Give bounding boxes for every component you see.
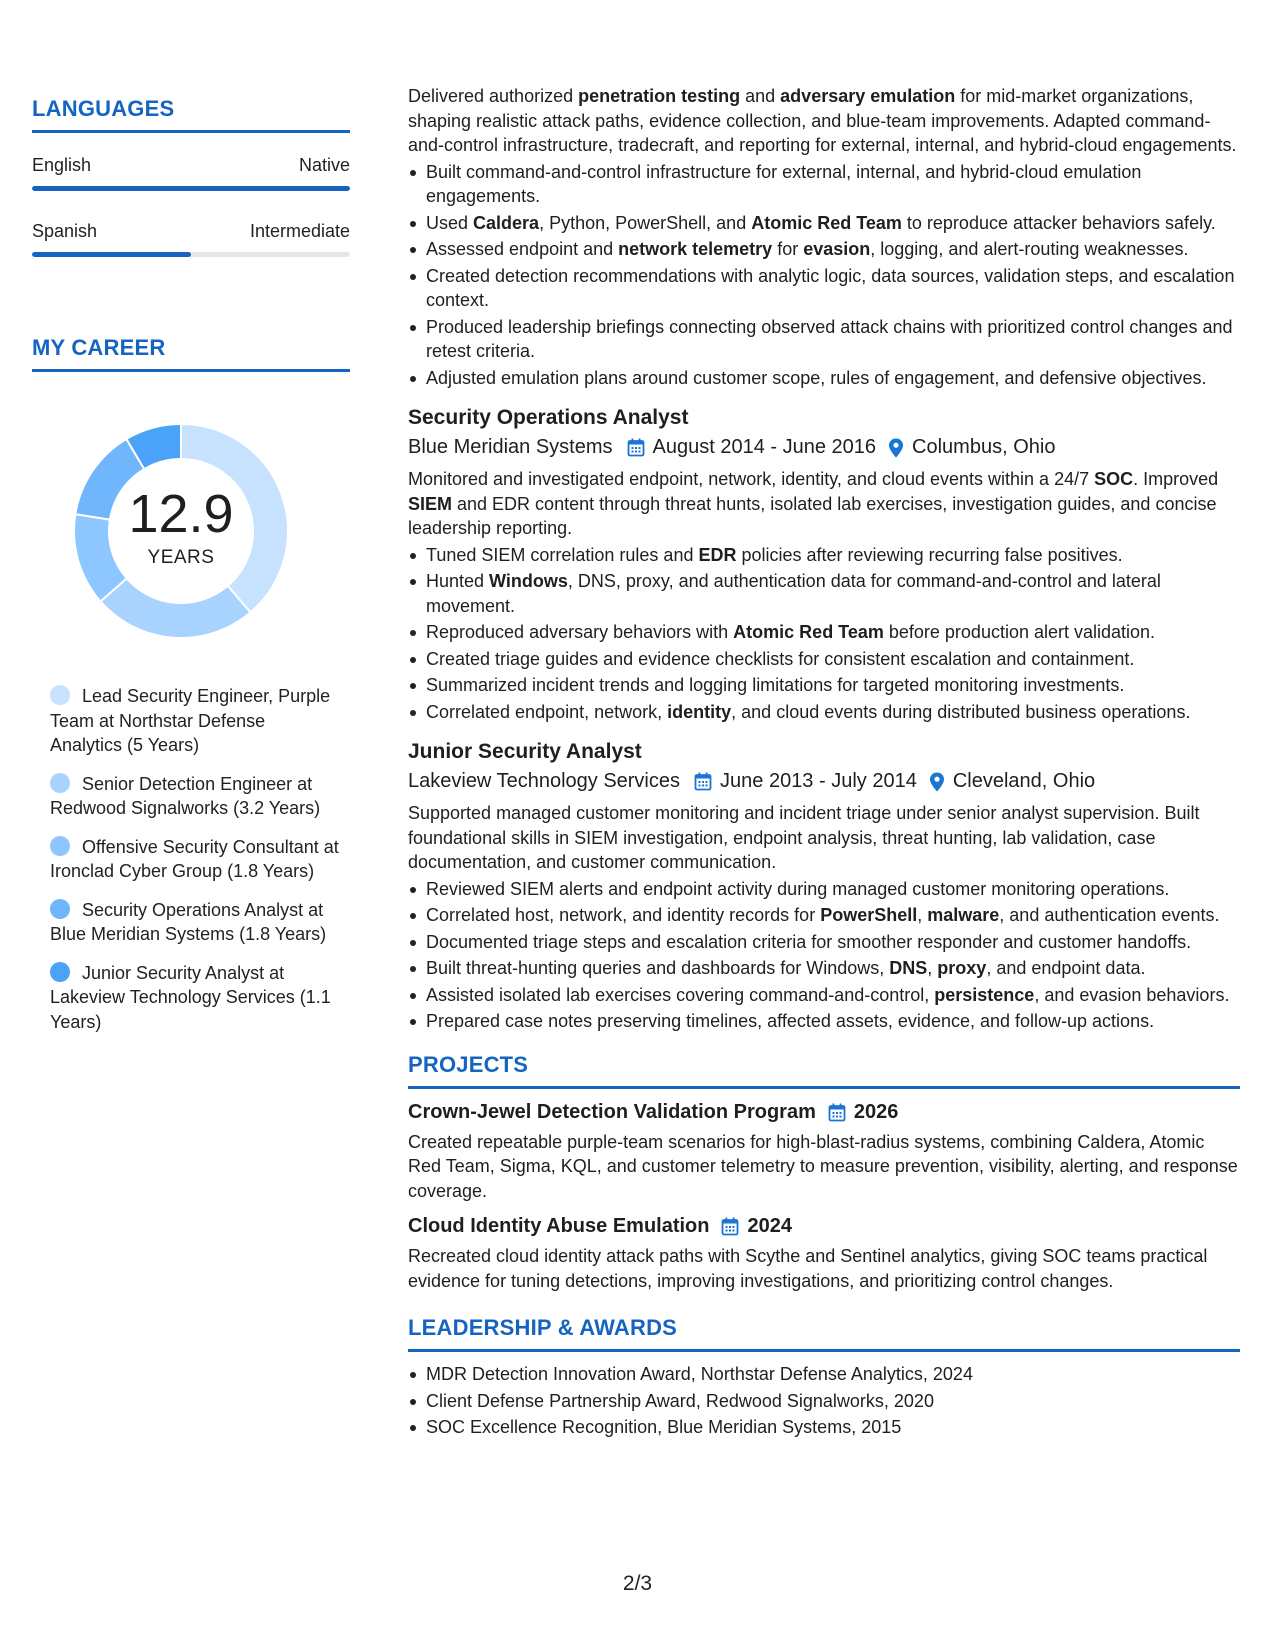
company-name: Blue Meridian Systems [408, 436, 613, 458]
project-description: Created repeatable purple-team scenarios for high-blast-radius systems, combining Caldera, Atomic Red Team, Sigma, KQL, and customer telemetry to measure prevention, visibility, alerting, and response coverage. [408, 1131, 1238, 1201]
career-donut-chart [66, 416, 296, 646]
project-description: Recreated cloud identity attack paths with Scythe and Sentinel analytics, giving SOC teams practical evidence for tuning detections, improving investigations, and prioritizing control changes. [408, 1246, 1208, 1291]
career-legend-item [50, 684, 340, 758]
company-name: Lakeview Technology Services [408, 770, 681, 792]
bold-keyword: Atomic Red Team [733, 622, 884, 642]
job-bullets [408, 543, 1240, 725]
project-entry [408, 1101, 1240, 1204]
language-name: Spanish [32, 221, 98, 241]
project-year: 2024 [747, 1215, 792, 1237]
job-entry [408, 740, 1240, 1034]
page-number: 2/3 [622, 1572, 653, 1595]
language-proficiency-bar [32, 252, 350, 257]
career-legend-item [50, 772, 340, 821]
project-name: Crown-Jewel Detection Validation Program [408, 1100, 816, 1123]
job-list [408, 406, 1240, 1034]
job-dates: August 2014 - June 2016 [652, 436, 877, 458]
bullet-item: Assisted isolated lab exercises covering command-and-control, persistence, and evasion behaviors. [408, 983, 1240, 1008]
bold-keyword: SIEM [408, 493, 453, 514]
job-meta [408, 770, 1240, 793]
bullet-item: MDR Detection Innovation Award, Northstar Defense Analytics, 2024 [408, 1362, 1240, 1387]
language-name: English [32, 155, 92, 175]
languages-section [32, 96, 350, 257]
main-content [408, 84, 1240, 1442]
bullet-item: Assessed endpoint and network telemetry for evasion, logging, and alert-routing weaknesses. [408, 237, 1240, 262]
bullet-item: Built command-and-control infrastructure for external, internal, and hybrid-cloud emulation engagements. [408, 160, 1240, 209]
section-divider [32, 369, 350, 372]
bold-keyword: malware [927, 905, 1000, 925]
career-legend-item [50, 835, 340, 884]
legend-dot-icon [50, 685, 70, 705]
bullet-item: SOC Excellence Recognition, Blue Meridian Systems, 2015 [408, 1415, 1240, 1440]
career-title: MY CAREER [32, 335, 166, 360]
awards-title: LEADERSHIP & AWARDS [408, 1315, 678, 1340]
projects-title: PROJECTS [408, 1051, 529, 1077]
job-title: Security Operations Analyst [408, 406, 689, 429]
bullet-item: Built threat-hunting queries and dashboards for Windows, DNS, proxy, and endpoint data. [408, 956, 1240, 981]
bold-keyword: Windows [489, 571, 568, 591]
bullet-item: Reviewed SIEM alerts and endpoint activity during managed customer monitoring operations. [408, 877, 1240, 902]
job-location: Cleveland, Ohio [952, 770, 1096, 792]
projects-section [408, 1052, 1240, 1294]
language-level: Native [298, 155, 350, 175]
donut-center [66, 416, 296, 646]
language-proficiency-bar [32, 186, 350, 191]
project-header [408, 1215, 1240, 1238]
bullet-item: Correlated host, network, and identity records for PowerShell, malware, and authentication events. [408, 903, 1240, 928]
calendar-icon [828, 1103, 846, 1122]
career-legend [50, 684, 340, 1034]
bullet-item: Prepared case notes preserving timelines, affected assets, evidence, and follow-up actions. [408, 1009, 1240, 1034]
job-meta [408, 436, 1240, 459]
bold-keyword: Caldera [473, 212, 540, 233]
job-dates: June 2013 - July 2014 [720, 770, 917, 792]
bullet-item: Used Caldera, Python, PowerShell, and Atomic Red Team to reproduce attacker behaviors safely. [408, 211, 1240, 236]
bullet-item: Tuned SIEM correlation rules and EDR policies after reviewing recurring false positives. [408, 543, 1240, 568]
career-legend-item [50, 961, 340, 1035]
bullet-item: Reproduced adversary behaviors with Atomic Red Team before production alert validation. [408, 620, 1240, 645]
calendar-icon [627, 438, 645, 457]
project-header [408, 1101, 1240, 1124]
bullet-item: Created detection recommendations with analytic logic, data sources, validation steps, and escalation context. [408, 264, 1240, 313]
legend-dot-icon [50, 962, 70, 982]
section-divider [408, 1086, 1240, 1089]
bullet-item: Summarized incident trends and logging limitations for targeted monitoring investments. [408, 673, 1240, 698]
awards-section [408, 1315, 1240, 1440]
language-item [32, 155, 350, 191]
bullet-item: Adjusted emulation plans around customer scope, rules of engagement, and defensive objectives. [408, 366, 1240, 391]
bold-keyword: identity [667, 701, 732, 722]
bold-keyword: adversary emulation [780, 86, 956, 106]
section-divider [408, 1349, 1240, 1352]
job-summary: Supported managed customer monitoring and incident triage under senior analyst supervision. Built foundational skills in SIEM investigation, endpoint analysis, threat hunting, lab validation, case documentation, and customer communication. [408, 803, 1200, 872]
legend-dot-icon [50, 899, 70, 919]
calendar-icon [721, 1217, 739, 1236]
bold-keyword: SOC [1094, 469, 1134, 489]
calendar-icon [694, 772, 712, 791]
career-legend-label: Senior Detection Engineer at Redwood Signalworks (3.2 Years) [50, 773, 321, 818]
project-list [408, 1101, 1240, 1294]
bullet-item: Hunted Windows, DNS, proxy, and authentication data for command-and-control and lateral movement. [408, 569, 1240, 618]
bullet-item: Created triage guides and evidence checklists for consistent escalation and containment. [408, 647, 1240, 672]
bullet-item: Produced leadership briefings connecting observed attack chains with prioritized control changes and retest criteria. [408, 315, 1240, 364]
legend-dot-icon [50, 836, 70, 856]
job-location: Columbus, Ohio [912, 436, 1056, 458]
bold-keyword: persistence [934, 984, 1035, 1005]
location-pin-icon [929, 772, 945, 792]
career-legend-label: Offensive Security Consultant at Ironclad Cyber Group (1.8 Years) [50, 836, 339, 881]
job-title: Junior Security Analyst [408, 740, 642, 763]
bold-keyword: network telemetry [618, 239, 773, 259]
bold-keyword: Atomic Red Team [751, 212, 902, 233]
bullet-item: Correlated endpoint, network, identity, and cloud events during distributed business operations. [408, 700, 1240, 725]
job-entry [408, 406, 1240, 724]
award-list [408, 1362, 1240, 1440]
bold-keyword: penetration testing [578, 86, 741, 106]
job-summary: Monitored and investigated endpoint, network, identity, and cloud events within a 24/7 SOC. Improved SIEM and EDR content through threat hunts, isolated lab exercises, investigation guides, and concise leadership reporting. [408, 469, 1219, 538]
language-level: Intermediate [249, 221, 350, 241]
language-proficiency-fill [32, 252, 191, 257]
bold-keyword: EDR [698, 544, 737, 565]
bold-keyword: evasion [803, 239, 871, 259]
total-years-label: YEARS [147, 547, 215, 568]
language-proficiency-fill [32, 186, 350, 191]
bold-keyword: PowerShell [820, 905, 918, 925]
sidebar [32, 96, 350, 1048]
experience-summary: Delivered authorized penetration testing and adversary emulation for mid-market organizations, shaping realistic attack paths, evidence collection, and blue-team improvements. Adapted command-and-control infrastructure, tradecraft, and reporting for external, internal, and hybrid-cloud engagements. [408, 86, 1237, 155]
bullet-item: Client Defense Partnership Award, Redwood Signalworks, 2020 [408, 1389, 1240, 1414]
career-section [32, 335, 350, 1034]
job-bullets [408, 877, 1240, 1034]
bold-keyword: proxy [937, 958, 987, 978]
project-year: 2026 [853, 1100, 899, 1123]
languages-title: LANGUAGES [32, 96, 175, 121]
career-legend-label: Junior Security Analyst at Lakeview Technology Services (1.1 Years) [50, 962, 331, 1032]
total-years-value: 12.9 [128, 484, 234, 544]
language-item [32, 221, 350, 257]
location-pin-icon [888, 438, 904, 458]
career-legend-label: Lead Security Engineer, Purple Team at Northstar Defense Analytics (5 Years) [50, 686, 331, 755]
bold-keyword: DNS [889, 958, 928, 978]
bullet-item: Documented triage steps and escalation criteria for smoother responder and customer handoffs. [408, 930, 1240, 955]
career-legend-label: Security Operations Analyst at Blue Meridian Systems (1.8 Years) [50, 899, 327, 944]
legend-dot-icon [50, 773, 70, 793]
project-name: Cloud Identity Abuse Emulation [408, 1215, 710, 1237]
project-entry [408, 1215, 1240, 1293]
experience-bullets [408, 160, 1240, 391]
section-divider [32, 130, 350, 133]
career-legend-item [50, 898, 340, 947]
